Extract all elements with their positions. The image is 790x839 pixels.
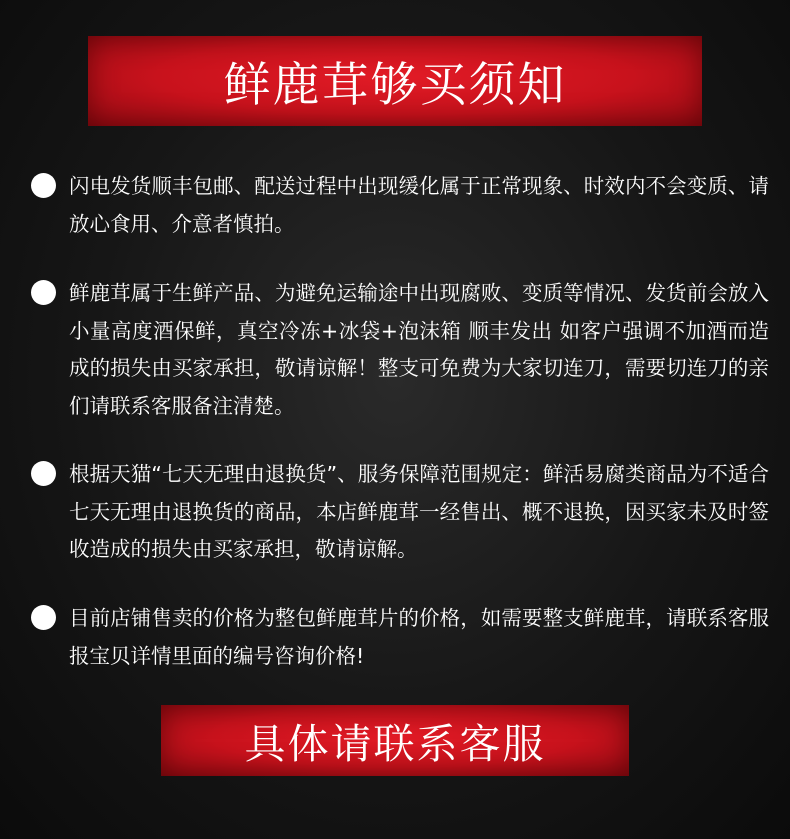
contact-banner[interactable] bbox=[161, 705, 629, 776]
notice-text: 根据天猫“七天无理由退换货”、服务保障范围规定：鲜活易腐类商品为不适合七天无理由退换货的商品，本店鲜鹿茸一经售出、概不退换，因买家未及时签收造成的损失由买家承担，敬请谅解。 bbox=[69, 462, 769, 561]
notice-text: 目前店铺售卖的价格为整包鲜鹿茸片的价格，如需要整支鲜鹿茸，请联系客服报宝贝详情里面的编号咨询价格! bbox=[69, 606, 769, 668]
contact-service-label[interactable]: 具体请联系客服 bbox=[244, 720, 546, 768]
bullet-dot-icon bbox=[31, 280, 56, 305]
bullet-dot-icon bbox=[31, 173, 56, 198]
page-title: 鲜鹿茸够买须知 bbox=[223, 57, 567, 113]
title-banner bbox=[88, 36, 702, 126]
notice-text: 闪电发货顺丰包邮、配送过程中出现缓化属于正常现象、时效内不会变质、请放心食用、介意者慎拍。 bbox=[69, 174, 769, 236]
bullet-dot-icon bbox=[31, 605, 56, 630]
notice-text: 鲜鹿茸属于生鲜产品、为避免运输途中出现腐败、变质等情况、发货前会放入小量高度酒保鲜，真空冷冻+冰袋+泡沫箱 顺丰发出 如客户强调不加酒而造成的损失由买家承担，敬请谅解！整支可免费为大家切连刀，需要切连刀的亲们请联系客服备注清楚。 bbox=[69, 281, 769, 418]
bullet-dot-icon bbox=[31, 461, 56, 486]
